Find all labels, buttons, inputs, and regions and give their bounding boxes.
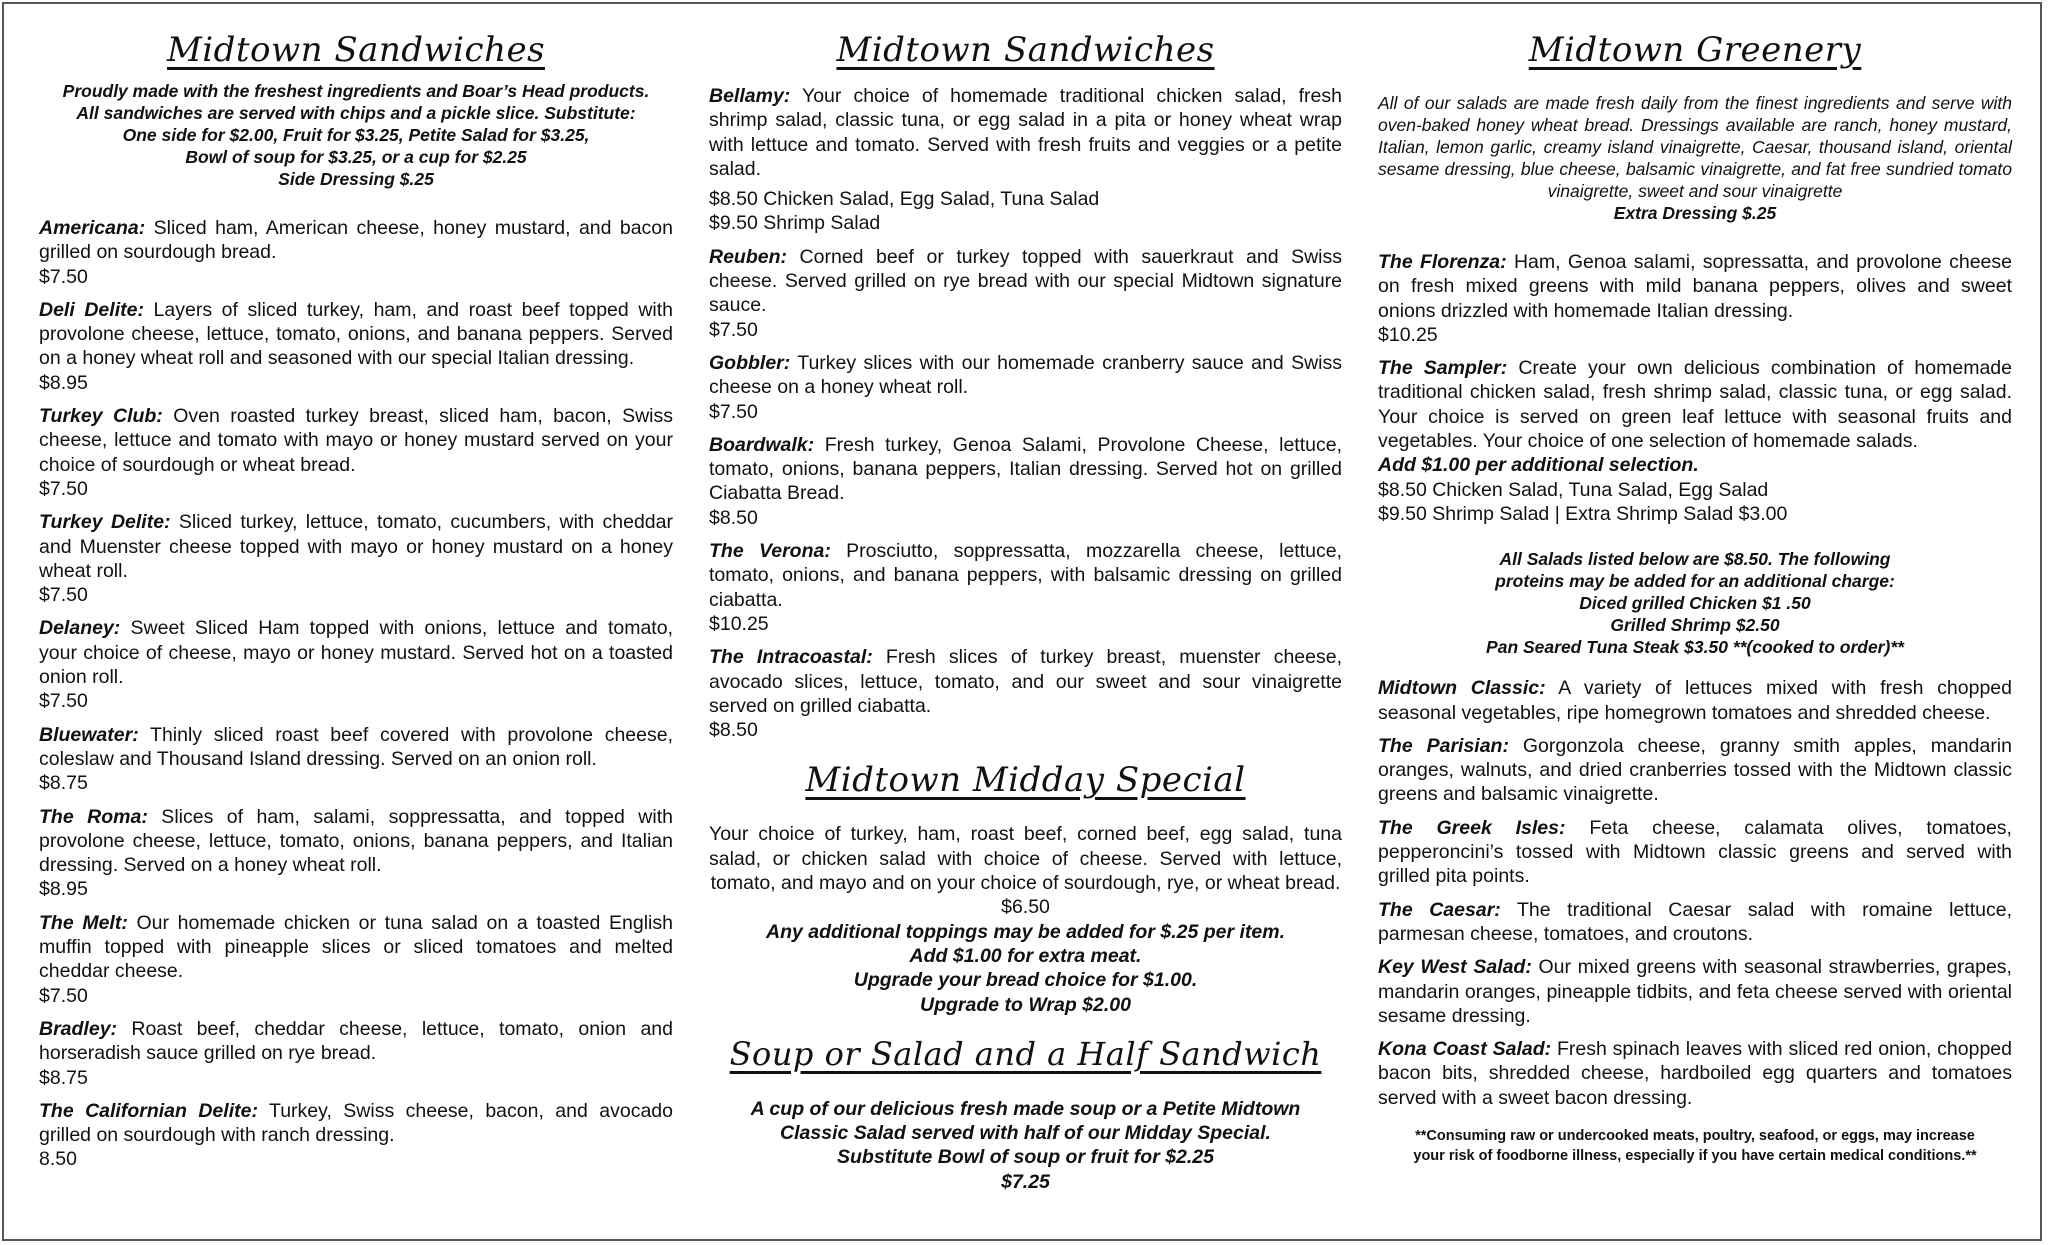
item-price: $8.95 bbox=[39, 878, 88, 901]
item-price: $10.25 bbox=[1378, 323, 1438, 346]
menu-item bbox=[1378, 356, 2012, 453]
item-price: $8.50 bbox=[709, 506, 758, 529]
midday-note: Any additional toppings may be added for $.25 per item. bbox=[765, 920, 1285, 943]
item-price: $7.50 bbox=[39, 690, 88, 713]
intro-line: All sandwiches are served with chips and a pickle slice. Substitute: bbox=[76, 103, 636, 123]
salad-intro: All of our salads are made fresh daily from the finest ingredients and serve with oven-baked honey wheat bread. Dressings available are ranch, honey mustard, Italian, lemon garlic, creamy island vinaigrette, Caesar, thousand island, oriental sesame dressing, blue cheese, balsamic vinaigrette, and fat free sundried tomato vinaigrette, sweet and sour vinaigrette bbox=[1378, 93, 2012, 201]
item-desc: Gorgonzola cheese, granny smith apples, mandarin oranges, walnuts, and dried cranberries tossed with the Midtown classic greens and balsamic vinaigrette. bbox=[1378, 734, 2012, 806]
midday-price: $6.50 bbox=[1001, 896, 1050, 919]
item-desc: Fresh spinach leaves with sliced red onion, chopped bacon bits, shredded cheese, hardboiled egg quarters and tomatoes served with a sweet bacon dressing. bbox=[1378, 1038, 2012, 1109]
item-desc: Turkey slices with our homemade cranberry sauce and Swiss cheese on a honey wheat roll. bbox=[709, 351, 1342, 399]
item-name: Kona Coast Salad: bbox=[1378, 1038, 1552, 1061]
midday-note: Add $1.00 for extra meat. bbox=[909, 944, 1142, 967]
item-desc: Roast beef, cheddar cheese, lettuce, tomato, onion and horseradish sauce grilled on rye bread. bbox=[39, 1017, 673, 1065]
intro-line: Side Dressing $.25 bbox=[278, 169, 434, 189]
protein-line: Grilled Shrimp $2.50 bbox=[1610, 615, 1780, 636]
menu-item bbox=[39, 911, 673, 1008]
item-name: The Parisian: bbox=[1378, 734, 1509, 757]
half-sandwich-price: $7.25 bbox=[1001, 1170, 1050, 1193]
price-line: $9.50 Shrimp Salad | Extra Shrimp Salad $3.00 bbox=[1378, 502, 1788, 525]
item-price: $7.50 bbox=[39, 584, 88, 607]
menu-item bbox=[709, 245, 1342, 342]
item-desc: Slices of ham, salami, soppressatta, and topped with provolone cheese, lettuce, tomato, onions, banana peppers, and Italian dressing. Served on a honey wheat roll. bbox=[39, 805, 673, 877]
midday-desc: Your choice of turkey, ham, roast beef, corned beef, egg salad, tuna salad, or chicken salad with choice of cheese. Served with lettuce, tomato, and mayo and on your choice of sourdough, rye, or wheat bread. bbox=[709, 823, 1342, 895]
item-price: $8.75 bbox=[39, 772, 88, 795]
half-sandwich-title: Soup or Salad and a Half Sandwich bbox=[729, 1034, 1322, 1073]
protein-line: proteins may be added for an additional charge: bbox=[1495, 571, 1895, 592]
item-desc: Fresh slices of turkey breast, muenster cheese, avocado slices, lettuce, tomato, and our sweet and sour vinaigrette served on grilled ciabatta. bbox=[709, 646, 1342, 717]
food-safety-disclaimer: your risk of foodborne illness, especially if you have certain medical conditions.** bbox=[1413, 1148, 1977, 1165]
menu-item bbox=[39, 298, 673, 395]
item-price: $7.50 bbox=[39, 984, 88, 1007]
menu-item bbox=[1378, 898, 2012, 947]
item-name: Midtown Classic: bbox=[1378, 677, 1546, 700]
section-title: Midtown Greenery bbox=[1528, 30, 1862, 70]
item-name: Delaney: bbox=[39, 617, 121, 640]
price-line: $9.50 Shrimp Salad bbox=[709, 212, 881, 235]
menu-item bbox=[39, 216, 673, 289]
menu-item bbox=[39, 616, 673, 713]
item-name: The Greek Isles: bbox=[1378, 816, 1566, 839]
item-name: Key West Salad: bbox=[1378, 956, 1532, 979]
item-desc: Sliced turkey, lettuce, tomato, cucumbers, with cheddar and Muenster cheese topped with mayo or honey mustard on a honey wheat roll. bbox=[39, 511, 673, 582]
menu-item bbox=[39, 805, 673, 902]
item-name: The Californian Delite: bbox=[39, 1099, 258, 1122]
item-price: $7.50 bbox=[39, 477, 88, 500]
menu-item bbox=[1378, 250, 2012, 347]
protein-line: All Salads listed below are $8.50. The following bbox=[1499, 549, 1891, 570]
item-name: The Roma: bbox=[39, 805, 148, 828]
item-name: The Florenza: bbox=[1378, 251, 1507, 273]
intro-line: One side for $2.00, Fruit for $3.25, Petite Salad for $3.25, bbox=[122, 125, 590, 145]
item-name: Reuben: bbox=[709, 245, 787, 268]
half-sandwich-line: Classic Salad served with half of our Midday Special. bbox=[780, 1122, 1271, 1145]
item-desc: Corned beef or turkey topped with sauerkraut and Swiss cheese. Served grilled on rye bread with our special Midtown signature sauce. bbox=[709, 245, 1342, 317]
sampler-add: Add $1.00 per additional selection. bbox=[1378, 454, 1699, 477]
menu-item bbox=[39, 1099, 673, 1172]
half-sandwich-line: A cup of our delicious fresh made soup or a Petite Midtown bbox=[750, 1097, 1301, 1120]
menu-item bbox=[39, 404, 673, 501]
item-desc: Turkey, Swiss cheese, bacon, and avocado grilled on sourdough with ranch dressing. bbox=[39, 1099, 673, 1147]
item-name: The Intracoastal: bbox=[709, 646, 873, 669]
item-name: Gobbler: bbox=[709, 351, 791, 374]
half-sandwich-line: Substitute Bowl of soup or fruit for $2.25 bbox=[836, 1146, 1214, 1169]
item-desc: Ham, Genoa salami, sopressatta, and provolone cheese on fresh mixed greens with mild banana peppers, olives and sweet onions drizzled with homemade Italian dressing. bbox=[1378, 251, 2012, 322]
item-desc: Thinly sliced roast beef covered with provolone cheese, coleslaw and Thousand Island dressing. Served on an onion roll. bbox=[39, 723, 673, 770]
item-name: Turkey Delite: bbox=[39, 511, 171, 534]
column-greenery bbox=[1378, 30, 2012, 1166]
menu-item bbox=[709, 539, 1342, 636]
item-price: 8.50 bbox=[39, 1148, 77, 1171]
item-price: $7.50 bbox=[709, 318, 758, 341]
item-desc: The traditional Caesar salad with romaine lettuce, parmesan cheese, tomatoes, and croutons. bbox=[1378, 898, 2012, 945]
menu-item bbox=[709, 645, 1342, 742]
midday-note: Upgrade to Wrap $2.00 bbox=[920, 993, 1131, 1016]
item-price: $8.95 bbox=[39, 371, 88, 394]
item-desc: Your choice of homemade traditional chicken salad, fresh shrimp salad, classic tuna, or egg salad in a pita or honey wheat wrap with lettuce and tomato. Served with fresh fruits and veggies or a petite salad. bbox=[709, 85, 1342, 180]
item-price: $7.50 bbox=[709, 400, 758, 423]
protein-note bbox=[1378, 548, 2012, 658]
menu-item bbox=[1378, 734, 2012, 807]
item-desc: Oven roasted turkey breast, sliced ham, bacon, Swiss cheese, lettuce and tomato with mayo or honey mustard served on your choice of sourdough or wheat bread. bbox=[39, 405, 673, 476]
item-name: Turkey Club: bbox=[39, 405, 163, 428]
menu-item bbox=[39, 1017, 673, 1090]
intro-note bbox=[39, 80, 673, 190]
section-title: Midtown Sandwiches bbox=[166, 30, 546, 70]
item-name: Bellamy: bbox=[709, 85, 791, 107]
menu-item bbox=[709, 351, 1342, 424]
item-desc: Fresh turkey, Genoa Salami, Provolone Cheese, lettuce, tomato, onions, banana peppers, Italian dressing. Served hot on grilled Ciabatta Bread. bbox=[709, 433, 1342, 505]
menu-item bbox=[1378, 955, 2012, 1028]
protein-line: Diced grilled Chicken $1 .50 bbox=[1579, 593, 1811, 614]
intro-line: Proudly made with the freshest ingredients and Boar’s Head products. bbox=[62, 81, 650, 101]
item-price: $10.25 bbox=[709, 612, 769, 635]
menu-item bbox=[709, 433, 1342, 530]
price-line: $8.50 Chicken Salad, Tuna Salad, Egg Salad bbox=[1378, 478, 1769, 501]
protein-line: Pan Seared Tuna Steak $3.50 **(cooked to order)** bbox=[1486, 637, 1904, 658]
item-name: The Melt: bbox=[39, 911, 128, 934]
menu-item bbox=[709, 84, 1342, 181]
food-safety-disclaimer: **Consuming raw or undercooked meats, poultry, seafood, or eggs, may increase bbox=[1415, 1128, 1975, 1145]
item-name: The Sampler: bbox=[1378, 357, 1508, 380]
midday-title: Midtown Midday Special bbox=[805, 760, 1246, 801]
item-desc: Prosciutto, soppressatta, mozzarella cheese, lettuce, tomato, onions, and banana peppers, with balsamic dressing on grilled ciabatta. bbox=[709, 540, 1342, 611]
item-name: Deli Delite: bbox=[39, 298, 144, 321]
intro-line: Bowl of soup for $3.25, or a cup for $2.25 bbox=[185, 147, 527, 167]
item-name: Boardwalk: bbox=[709, 433, 815, 456]
menu-item bbox=[39, 723, 673, 796]
item-desc: A variety of lettuces mixed with fresh chopped seasonal vegetables, ripe homegrown tomatoes and shredded cheese. bbox=[1378, 677, 2012, 724]
item-price: $8.75 bbox=[39, 1066, 88, 1089]
item-desc: Create your own delicious combination of homemade traditional chicken salad, fresh shrimp salad, classic tuna, or egg salad. Your choice is served on green leaf lettuce with seasonal fruits and vegetables. Your choice of one selection of homemade salads. bbox=[1378, 357, 2012, 453]
menu-item bbox=[1378, 676, 2012, 725]
item-desc: Our homemade chicken or tuna salad on a toasted English muffin topped with pineapple slices or sliced tomatoes and melted cheddar cheese. bbox=[39, 911, 673, 983]
menu-item bbox=[1378, 1037, 2012, 1110]
item-price: $7.50 bbox=[39, 265, 88, 288]
item-name: Bradley: bbox=[39, 1017, 118, 1040]
column-sandwiches-1 bbox=[39, 30, 673, 1181]
item-name: Bluewater: bbox=[39, 723, 139, 746]
item-desc: Layers of sliced turkey, ham, and roast beef topped with provolone cheese, lettuce, tomato, onions, and banana peppers. Served on a honey wheat roll and seasoned with our special Italian dressing. bbox=[39, 298, 674, 370]
menu-item bbox=[39, 510, 673, 607]
section-title: Midtown Sandwiches bbox=[836, 30, 1215, 70]
item-name: The Verona: bbox=[709, 540, 831, 563]
item-desc: Sliced ham, American cheese, honey mustard, and bacon grilled on sourdough bread. bbox=[39, 217, 673, 264]
price-line: $8.50 Chicken Salad, Egg Salad, Tuna Salad bbox=[709, 188, 1100, 211]
item-name: Americana: bbox=[39, 217, 146, 239]
item-price: $8.50 bbox=[709, 719, 758, 742]
item-name: The Caesar: bbox=[1378, 898, 1501, 921]
price-list bbox=[709, 187, 1342, 236]
menu-item bbox=[1378, 816, 2012, 889]
item-desc: Our mixed greens with seasonal strawberries, grapes, mandarin oranges, pineapple tidbits, and feta cheese served with oriental sesame dressing. bbox=[1378, 956, 2012, 1027]
column-sandwiches-2 bbox=[709, 30, 1342, 1194]
extra-dressing: Extra Dressing $.25 bbox=[1613, 203, 1777, 223]
midday-note: Upgrade your bread choice for $1.00. bbox=[853, 969, 1198, 992]
item-desc: Sweet Sliced Ham topped with onions, lettuce and tomato, your choice of cheese, mayo or honey mustard. Served hot on a toasted onion roll. bbox=[39, 617, 673, 689]
item-desc: Feta cheese, calamata olives, tomatoes, pepperoncini’s tossed with Midtown classic greens and served with grilled pita points. bbox=[1378, 816, 2012, 888]
